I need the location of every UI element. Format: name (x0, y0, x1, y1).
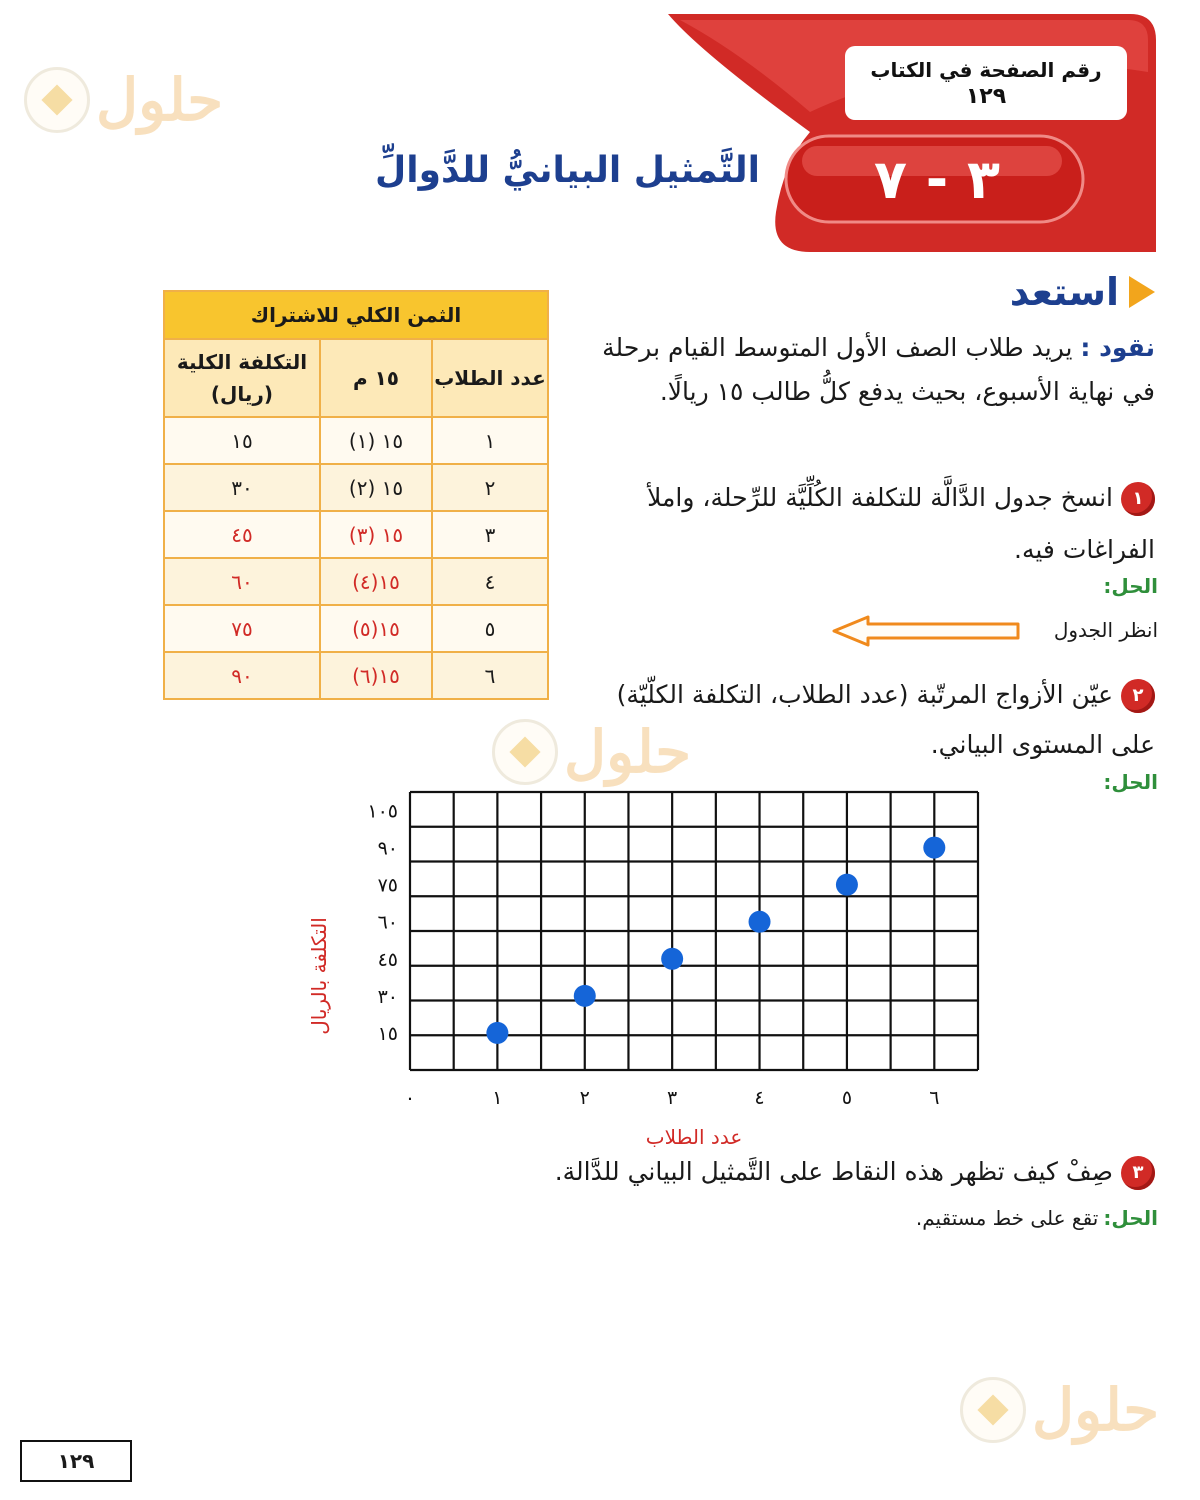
students-cell: ٤ (432, 558, 548, 605)
students-cell: ٢ (432, 464, 548, 511)
y-tick-label: ٣٠ (377, 985, 398, 1008)
x-tick-label: ٣ (667, 1087, 678, 1109)
data-point (661, 948, 683, 970)
data-point (486, 1022, 508, 1044)
get-ready-heading: استعد (960, 270, 1155, 314)
expression-cell: ١٥(٦) (320, 652, 432, 699)
page-number: ١٢٩ (20, 1440, 132, 1482)
page-ref-number: ١٢٩ (965, 83, 1007, 109)
y-tick-label: ٦٠ (377, 911, 398, 934)
logo-emblem-icon (960, 1377, 1026, 1443)
y-tick-label: ٩٠ (377, 837, 398, 860)
solution-label: الحل: (1103, 1206, 1158, 1230)
book-page-reference (845, 46, 1127, 120)
table-row (164, 605, 548, 652)
column-header: التكلفة الكلية (ريال) (164, 339, 320, 417)
question-2 (580, 670, 1155, 770)
intro-key: نقود : (1080, 333, 1155, 362)
question-3 (380, 1150, 1155, 1194)
expression-cell: ١٥(٤) (320, 558, 432, 605)
question-number-badge: ١ (1121, 482, 1155, 516)
students-cell: ١ (432, 417, 548, 464)
expression-cell: ١٥ (٢) (320, 464, 432, 511)
y-tick-label: ١٠٥ (367, 800, 398, 823)
expression-cell: ١٥ (٣) (320, 511, 432, 558)
data-point (574, 985, 596, 1007)
data-point (836, 874, 858, 896)
arrow-marker-icon (1129, 276, 1155, 308)
x-tick-label: ١ (492, 1087, 503, 1109)
x-axis-label: عدد الطلاب (645, 1125, 743, 1149)
question-number-badge: ٢ (1121, 679, 1155, 713)
solution-line-3 (700, 1206, 1158, 1230)
y-tick-label: ٤٥ (377, 948, 398, 971)
expression-cell: ١٥(٥) (320, 605, 432, 652)
left-arrow-icon (830, 614, 1022, 648)
table-row (164, 464, 548, 511)
column-header: عدد الطلاب (432, 339, 548, 417)
table-row (164, 417, 548, 464)
intro-paragraph (600, 326, 1155, 414)
watermark-logo: حلول (492, 718, 691, 786)
x-tick-label: ٠ (404, 1087, 416, 1109)
cost-table (163, 290, 549, 700)
students-cell: ٣ (432, 511, 548, 558)
x-tick-label: ٥ (841, 1087, 853, 1109)
solution-text: انظر الجدول (1053, 618, 1158, 642)
question-text: عيّن الأزواج المرتّبة (عدد الطلاب، التكلفة الكلّيّة) على المستوى البياني. (616, 680, 1155, 759)
cost-cell: ١٥ (164, 417, 320, 464)
table-title: الثمن الكلي للاشتراك (164, 291, 548, 339)
question-text: انسخ جدول الدَّالَّة للتكلفة الكُلِّيَّة للرِّحلة، واملأ الفراغات فيه. (647, 483, 1155, 564)
y-axis-label: التكلفة بالريال (307, 917, 331, 1035)
table-row (164, 652, 548, 699)
x-tick-label: ٦ (929, 1087, 940, 1109)
solution-label: الحل: (1103, 770, 1158, 794)
data-point (749, 911, 771, 933)
intro-text: يريد طلاب الصف الأول المتوسط القيام برحلة في نهاية الأسبوع، بحيث يدفع كلُّ طالب ١٥ ريالًا. (602, 333, 1155, 406)
question-1 (580, 472, 1155, 576)
table-row (164, 558, 548, 605)
students-cell: ٥ (432, 605, 548, 652)
scatter-chart (290, 780, 1000, 1150)
watermark-logo: حلول (960, 1376, 1159, 1444)
students-cell: ٦ (432, 652, 548, 699)
solution-text: تقع على خط مستقيم. (915, 1206, 1099, 1230)
data-point (923, 837, 945, 859)
solution-label: الحل: (1103, 574, 1158, 598)
lesson-number: ٣ - ٧ (874, 147, 1000, 211)
x-tick-label: ٤ (754, 1087, 765, 1109)
cost-cell: ٦٠ (164, 558, 320, 605)
column-header: ١٥ م (320, 339, 432, 417)
lesson-title: التَّمثيل البيانيُّ للدَّوالِّ (375, 150, 760, 191)
question-text: صِفْ كيف تظهر هذه النقاط على التَّمثيل البياني للدَّالة. (554, 1157, 1113, 1186)
cost-cell: ٩٠ (164, 652, 320, 699)
logo-emblem-icon (24, 67, 90, 133)
question-number-badge: ٣ (1121, 1156, 1155, 1190)
cost-cell: ٣٠ (164, 464, 320, 511)
logo-emblem-icon (492, 719, 558, 785)
table-header-row (164, 339, 548, 417)
x-tick-label: ٢ (579, 1087, 590, 1109)
watermark-logo: حلول (24, 66, 223, 134)
table-row (164, 511, 548, 558)
expression-cell: ١٥ (١) (320, 417, 432, 464)
page-ref-label: رقم الصفحة في الكتاب (870, 57, 1102, 82)
y-tick-label: ٧٥ (377, 874, 398, 897)
cost-cell: ٤٥ (164, 511, 320, 558)
cost-cell: ٧٥ (164, 605, 320, 652)
y-tick-label: ١٥ (377, 1022, 398, 1045)
